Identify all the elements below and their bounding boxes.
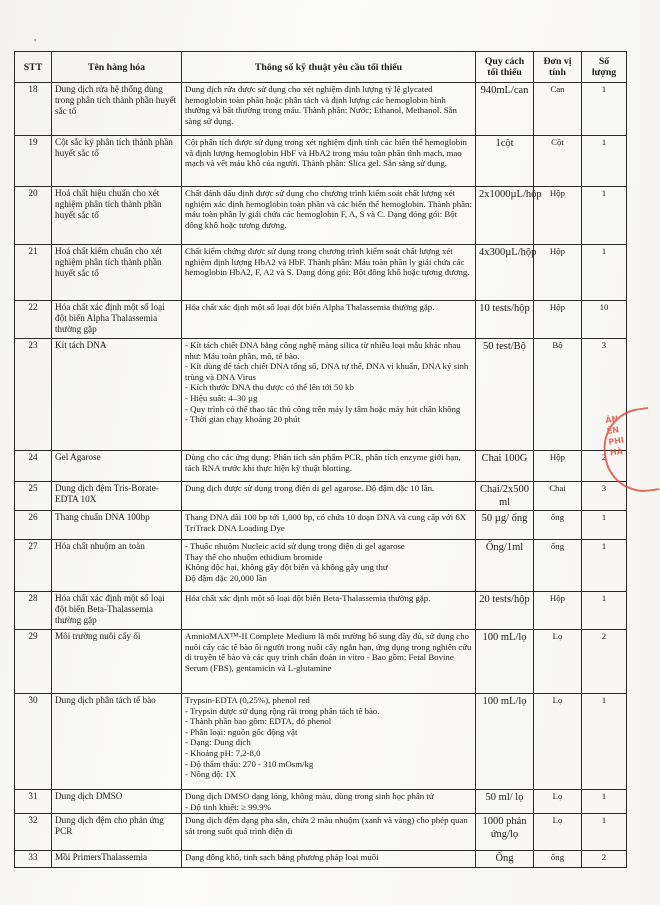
table-row: 19 Cột sắc ký phân tích thành phần huyết sắc tố Cột phân tích được sử dụng trong xét nghiệm định tính các biến thể hemoglobin và định lượng hemoglobin HbF và HbA2 trong máu toàn phần tĩnh mạch, mao mạch và vết máu khô của người. Thành phần: Slica gel. Sẵn sàng sử dụng. 1cột Cột 1 bbox=[15, 136, 627, 187]
header-spec: Thông số kỹ thuật yêu cầu tối thiểu bbox=[182, 52, 476, 83]
table-row: 23 Kít tách DNA - Kít tách chiết DNA bằng công nghệ màng silica từ nhiều loại mẫu khác nhau như: Máu toàn phần, mô, tế bào. - Kít dùng để tách chiết DNA tổng số, DNA tự thể, DNA vi khuẩn, DNA ký sinh trùng và DNA Virus - Kích thước DNA thu được có thể lên tới 50 kb - Hiệu suất: 4–30 µg - Quy trình có thể thao tác thủ công trên máy ly tâm hoặc máy hút chân không - Thời gian chạy khoảng 20 phút 50 test/Bộ Bộ 3 bbox=[15, 339, 627, 451]
spec-list: - Kít tách chiết DNA bằng công nghệ màng silica từ nhiều loại mẫu khác nhau như: Máu toàn phần, mô, tế bào. - Kít dùng để tách chiết DNA tổng số, DNA tự thể, DNA vi khuẩn, DNA ký sinh trùng và DNA Virus - Kích thước DNA thu được có thể lên tới 50 kb - Hiệu suất: 4–30 µg - Quy trình có thể thao tác thủ công trên máy ly tâm hoặc máy hút chân không - Thời gian chạy khoảng 20 phút bbox=[182, 339, 476, 451]
header-item-name: Tên hàng hóa bbox=[52, 52, 182, 83]
red-stamp-fragment: ÁN ÊN PHI HÀ bbox=[598, 407, 659, 497]
header-quantity: Số lượng bbox=[582, 52, 627, 83]
table-row: 31 Dung dịch DMSO Dung dịch DMSO dạng lỏng, không màu, dùng trong sinh học phân tử - Độ tinh khiết: ≥ 99.9% 50 ml/ lọ Lọ 1 bbox=[15, 790, 627, 814]
table-header-row bbox=[15, 52, 627, 83]
table-row: 25 Dung dịch đệm Tris-Borate-EDTA 10X Dung dịch được sử dụng trong điện di gel agarose. Độ đậm đặc 10 lần. Chai/2x500 ml Chai 3 bbox=[15, 482, 627, 511]
table-row: 27 Hóa chất nhuộm an toàn - Thuốc nhuộm Nucleic acid sử dụng trong điện di gel agarose Thay thế cho nhuộm ethidium bromide Không độc hại, không gây đột biến và không gây ung thư Độ đậm đặc 20,000 lần Ống/1ml ống 1 bbox=[15, 540, 627, 592]
table-row: 24 Gel Agarose Dùng cho các ứng dụng: Phân tích sản phẩm PCR, phân tích enzyme giới hạn, tách RNA trước khi thực hiện kỹ thuật blotting. Chai 100G Hộp 2 bbox=[15, 451, 627, 482]
header-packing: Quy cách tối thiểu bbox=[476, 52, 534, 83]
table-row: 20 Hoá chất hiệu chuẩn cho xét nghiệm phân tích thành phần huyết sắc tố Chất đánh dấu định được sử dụng cho chương trình kiểm soát chất lượng xét nghiệm xác định hemoglobin toàn phần và các biến thể hemoglobin. Thành phần: máu toàn phần ly giải chứa các hemoglobin F, A, S và C. Dạng đóng gói: Bột đông khô hoặc tương đương. 2x1000µL/hộp Hộp 1 bbox=[15, 187, 627, 245]
table-row: 33 Mồi PrimersThalassemia Dạng đông khô, tinh sạch bằng phương pháp loại muối Ống ống 2 bbox=[15, 851, 627, 868]
spec-list: Trypsin-EDTA (0,25%), phenol red - Trypsin được sử dụng rộng rãi trong phân tách tế bào. - Thành phần bao gồm: EDTA, đỏ phenol - Phân loại: nguồn gốc động vật - Dạng: Dung dịch - Khoảng pH: 7,2-8,0 - Độ thẩm thấu: 270 - 310 mOsm/kg - Nồng độ: 1X bbox=[182, 694, 476, 790]
table-row: 22 Hóa chất xác định một số loại đột biến Alpha Thalassemia thường gặp Hóa chất xác định một số loại đột biến Alpha Thalassemia thường gặp. 10 tests/hộp Hộp 10 bbox=[15, 301, 627, 339]
table-row: 30 Dung dịch phân tách tế bào Trypsin-EDTA (0,25%), phenol red - Trypsin được sử dụng rộng rãi trong phân tách tế bào. - Thành phần bao gồm: EDTA, đỏ phenol - Phân loại: nguồn gốc động vật - Dạng: Dung dịch - Khoảng pH: 7,2-8,0 - Độ thẩm thấu: 270 - 310 mOsm/kg - Nồng độ: 1X 100 mL/lọ Lọ 1 bbox=[15, 694, 627, 790]
table-row: 21 Hoá chất kiểm chuẩn cho xét nghiệm phân tích thành phần huyết sắc tố Chất kiểm chứng được sử dụng trong chương trình kiểm soát chất lượng xét nghiệm định lượng HbA2 và HbF. Thành phần: Máu toàn phần ly giải chứa các hemoglobin HbA2, F, A2 và S. Dạng đóng gói: Bột đông khô hoặc tương đương. 4x300µL/hộp Hộp 1 bbox=[15, 245, 627, 301]
table-row: 32 Dung dịch đệm cho phản ứng PCR Dung dịch đệm dạng pha sẵn, chứa 2 màu nhuộm (xanh và vàng) cho phép quan sát trong suốt quá trình điện di 1000 phản ứng/lọ Lọ 1 bbox=[15, 814, 627, 851]
table-row: 18 Dung dịch rửa hệ thống dùng trong phân tích thành phần huyết sắc tố Dung dịch rửa được sử dụng cho xét nghiệm định lượng tỷ lệ glycated hemoglobin toàn phần hoặc phân tách và định lượng các hemoglobin bình thường và bất thường trong máu. Thành phần: Nước; Ethanol, Methanol. Sẵn sàng sử dụng. 940mL/can Can 1 bbox=[15, 83, 627, 136]
table-row: 29 Môi trường nuôi cấy ối AmnioMAX™-II Complete Medium là môi trường bổ sung đầy đủ, sử dụng cho nuôi cấy các tế bào ối người trong nuôi cấy ngắn hạn, ứng dụng trong nghiên cứu di truyền tế bào và các quy trình chẩn đoán in vitro - Bao gồm: Fetal Bovine Serum (FBS), gentamicin và L-glutamine 100 mL/lọ Lọ 2 bbox=[15, 630, 627, 694]
header-unit: Đơn vị tính bbox=[534, 52, 582, 83]
table-row: 26 Thang chuẩn DNA 100bp Thang DNA dài 100 bp tới 1,000 bp, có chứa 10 đoạn DNA và cung cấp với 6X TriTrack DNA Loading Dye 50 µg/ ống ống 1 bbox=[15, 511, 627, 540]
scan-mark: ' bbox=[34, 38, 37, 47]
table-row: 28 Hóa chất xác định một số loại đột biến Beta-Thalassemia thường gặp Hóa chất xác định một số loại đột biến Beta-Thalassemia thường gặp. 20 tests/hộp Hộp 1 bbox=[15, 592, 627, 630]
spec-list: - Thuốc nhuộm Nucleic acid sử dụng trong điện di gel agarose Thay thế cho nhuộm ethidium bromide Không độc hại, không gây đột biến và không gây ung thư Độ đậm đặc 20,000 lần bbox=[182, 540, 476, 592]
spec-list: Dung dịch DMSO dạng lỏng, không màu, dùng trong sinh học phân tử - Độ tinh khiết: ≥ 99.9% bbox=[182, 790, 476, 814]
header-stt: STT bbox=[15, 52, 52, 83]
equipment-spec-table bbox=[14, 51, 627, 868]
